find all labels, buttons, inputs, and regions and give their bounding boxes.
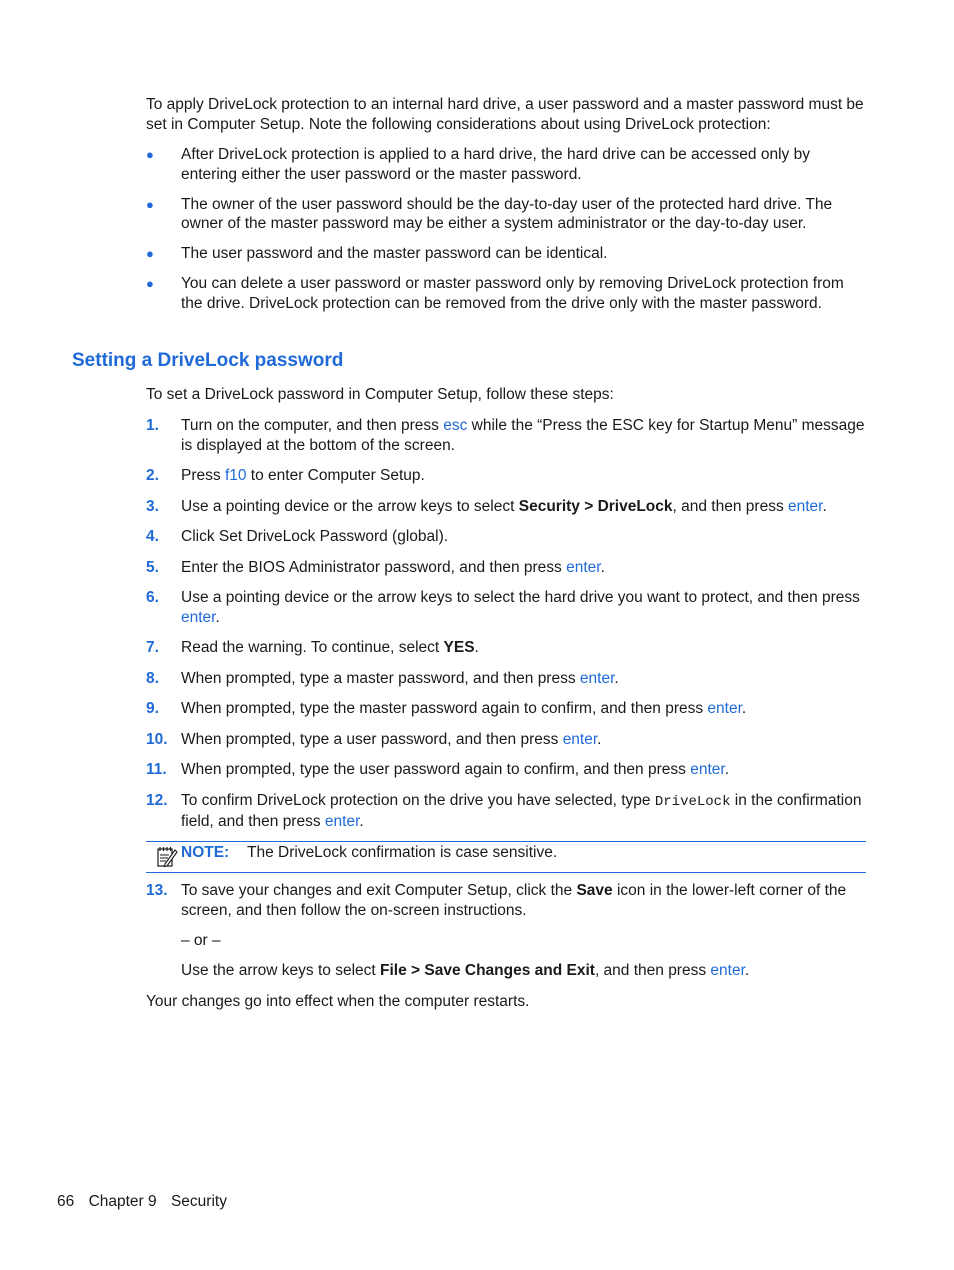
step-text: When prompted, type the master password again to confirm, and then press enter. — [181, 700, 747, 717]
step-number: 13. — [146, 882, 168, 899]
step-number: 12. — [146, 791, 168, 809]
step-number: 6. — [146, 589, 159, 606]
or-separator: – or – — [181, 932, 221, 949]
closing-paragraph: Your changes go into effect when the computer restarts. — [146, 993, 530, 1010]
note-box — [146, 841, 866, 873]
list-item-text: After DriveLock protection is applied to a hard drive, the hard drive can be accessed only by entering either the user password or the master password. — [181, 146, 810, 183]
step-text: When prompted, type the user password again to confirm, and then press enter. — [181, 761, 729, 778]
step-2 — [146, 466, 866, 486]
step-number: 4. — [146, 528, 159, 545]
typed-text: DriveLock — [654, 793, 731, 810]
step-6 — [146, 588, 866, 627]
key-f10: f10 — [224, 467, 247, 484]
bullet-icon: ● — [146, 196, 154, 212]
step-text: Enter the BIOS Administrator password, and then press enter. — [181, 558, 605, 576]
step-text: To save your changes and exit Computer Setup, click the Save icon in the lower-left corner of the screen, and then follow the on-screen instructions. — [181, 882, 847, 919]
list-item-text: You can delete a user password or master password only by removing DriveLock protection from the drive. DriveLock protection can be removed from the drive only with the master password. — [181, 275, 844, 312]
step-11 — [146, 760, 866, 780]
step-number: 11. — [146, 761, 167, 778]
step-3 — [146, 497, 866, 517]
step-7 — [146, 638, 866, 658]
step-number: 9. — [146, 700, 159, 717]
step-9 — [146, 699, 866, 719]
section-label: Security — [170, 1193, 227, 1210]
step-number: 7. — [146, 639, 159, 656]
note-pad-icon — [156, 844, 178, 868]
step-text: To confirm DriveLock protection on the drive you have selected, type DriveLock in the confirmation field, and then press enter. — [181, 791, 862, 830]
list-item-text: The user password and the master password can be identical. — [181, 245, 608, 262]
list-item — [146, 244, 866, 264]
steps-list — [146, 416, 866, 843]
key-enter: enter — [562, 730, 598, 748]
key-esc: esc — [443, 417, 468, 434]
steps-intro: To set a DriveLock password in Computer Setup, follow these steps: — [146, 386, 614, 403]
step-number: 3. — [146, 497, 159, 515]
list-item — [146, 145, 866, 184]
list-item — [146, 195, 866, 234]
page-footer — [57, 1192, 237, 1212]
step-number: 10. — [146, 730, 168, 748]
step-10 — [146, 730, 866, 750]
bullet-icon: ● — [146, 147, 154, 162]
note-label: NOTE: — [181, 844, 230, 861]
key-enter: enter — [181, 608, 216, 626]
step-number: 5. — [146, 558, 159, 576]
step-4 — [146, 527, 866, 547]
step-text: When prompted, type a user password, and then press enter. — [181, 730, 602, 748]
step-text: Use a pointing device or the arrow keys to select the hard drive you want to protect, and then press enter. — [181, 589, 860, 626]
section-heading: Setting a DriveLock password — [72, 350, 344, 371]
step-number: 8. — [146, 669, 159, 687]
intro-paragraph: To apply DriveLock protection to an internal hard drive, a user password and a master password must be set in Computer Setup. Note the following considerations about using DriveLock protection: — [146, 96, 864, 133]
step-text: Read the warning. To continue, select YES. — [181, 639, 479, 656]
step-number: 2. — [146, 467, 159, 484]
step-13 — [146, 881, 866, 920]
key-enter: enter — [579, 669, 615, 687]
alternative-step: Use the arrow keys to select File > Save Changes and Exit, and then press enter. — [181, 962, 750, 979]
list-item-text: The owner of the user password should be the day-to-day user of the protected hard drive. The owner of the master password may be either a system administrator or the day-to-day user. — [181, 195, 833, 232]
step-1 — [146, 416, 866, 455]
step-5 — [146, 558, 866, 578]
chapter-label: Chapter 9 — [88, 1193, 157, 1210]
bullet-icon: ● — [146, 246, 154, 261]
considerations-list — [146, 145, 866, 324]
list-item — [146, 274, 866, 313]
step-text: Use a pointing device or the arrow keys to select Security > DriveLock, and then press enter. — [181, 497, 827, 515]
step-text: Turn on the computer, and then press esc while the “Press the ESC key for Startup Menu” message is displayed at the bottom of the screen. — [181, 417, 865, 454]
key-enter: enter — [690, 761, 725, 778]
page-number: 66 — [57, 1193, 75, 1210]
key-enter: enter — [324, 813, 360, 830]
step-12 — [146, 791, 866, 832]
key-enter: enter — [707, 700, 742, 717]
key-enter: enter — [710, 962, 745, 979]
step-number: 1. — [146, 417, 159, 434]
note-text: The DriveLock confirmation is case sensitive. — [247, 844, 558, 861]
step-8 — [146, 669, 866, 689]
step-text: Press f10 to enter Computer Setup. — [181, 467, 425, 484]
key-enter: enter — [566, 558, 601, 576]
step-text: Click Set DriveLock Password (global). — [181, 528, 449, 545]
bullet-icon: ● — [146, 276, 154, 291]
step-text: When prompted, type a master password, and then press enter. — [181, 669, 619, 687]
key-enter: enter — [788, 497, 823, 515]
